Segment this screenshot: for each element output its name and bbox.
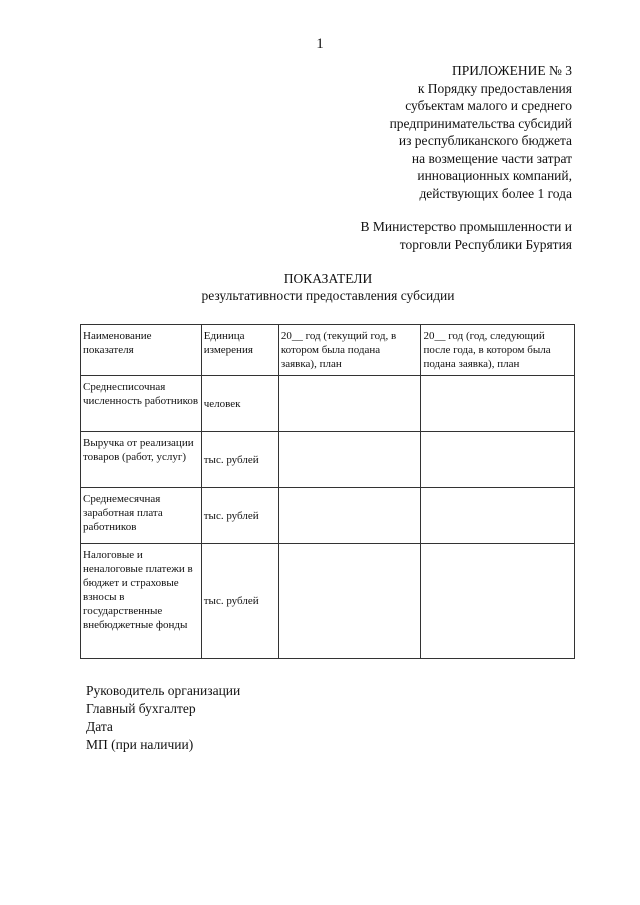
header-next-year: 20__ год (год, следующий после года, в котором была подана заявка), план [421, 325, 575, 376]
table-row [81, 544, 575, 659]
page-number: 1 [316, 36, 324, 52]
indicators-table [80, 324, 575, 659]
document-title [0, 270, 640, 304]
appendix-line: предпринимательства субсидий [389, 115, 572, 131]
table-row [81, 432, 575, 488]
title-subtitle: результативности предоставления субсидии [201, 288, 455, 303]
appendix-line: из республиканского бюджета [398, 133, 572, 148]
unit-cell: тыс. рублей [201, 432, 278, 488]
current-year-cell[interactable] [278, 488, 421, 544]
next-year-cell[interactable] [421, 544, 575, 659]
indicator-name-cell: Выручка от реализации товаров (работ, услуг) [81, 432, 202, 488]
unit-cell: тыс. рублей [201, 488, 278, 544]
appendix-line: субъектам малого и среднего [405, 98, 572, 113]
next-year-cell[interactable] [421, 376, 575, 432]
addressee-line: торговли Республики Бурятия [399, 236, 572, 252]
signature-block [86, 682, 240, 754]
header-current-year: 20__ год (текущий год, в котором была подана заявка), план [278, 325, 421, 376]
signature-stamp: МП (при наличии) [86, 737, 194, 752]
appendix-line: к Порядку предоставления [417, 80, 572, 96]
header-indicator-name: Наименование показателя [81, 325, 202, 376]
appendix-line: инновационных компаний, [417, 168, 572, 183]
appendix-line: на возмещение части затрат [411, 150, 572, 166]
appendix-title: ПРИЛОЖЕНИЕ № 3 [451, 63, 572, 78]
appendix-line: действующих более 1 года [419, 185, 572, 201]
indicator-name-cell: Налоговые и неналоговые платежи в бюджет и страховые взносы в государственные внебюджетные фонды [81, 544, 202, 659]
header-unit: Единица измерения [201, 325, 278, 376]
appendix-block [272, 62, 572, 202]
signature-date: Дата [86, 719, 113, 734]
table-header-row [81, 325, 575, 376]
indicator-name-cell: Среднемесячная заработная плата работников [81, 488, 202, 544]
signature-head: Руководитель организации [86, 683, 241, 698]
current-year-cell[interactable] [278, 432, 421, 488]
title-main: ПОКАЗАТЕЛИ [283, 271, 373, 286]
signature-accountant: Главный бухгалтер [86, 701, 196, 716]
table-row [81, 488, 575, 544]
next-year-cell[interactable] [421, 488, 575, 544]
current-year-cell[interactable] [278, 544, 421, 659]
unit-cell: человек [201, 376, 278, 432]
indicator-name-cell: Среднесписочная численность работников [81, 376, 202, 432]
addressee-line: В Министерство промышленности и [360, 219, 572, 234]
unit-cell: тыс. рублей [201, 544, 278, 659]
addressee-block [272, 218, 572, 253]
next-year-cell[interactable] [421, 432, 575, 488]
current-year-cell[interactable] [278, 376, 421, 432]
table-row [81, 376, 575, 432]
